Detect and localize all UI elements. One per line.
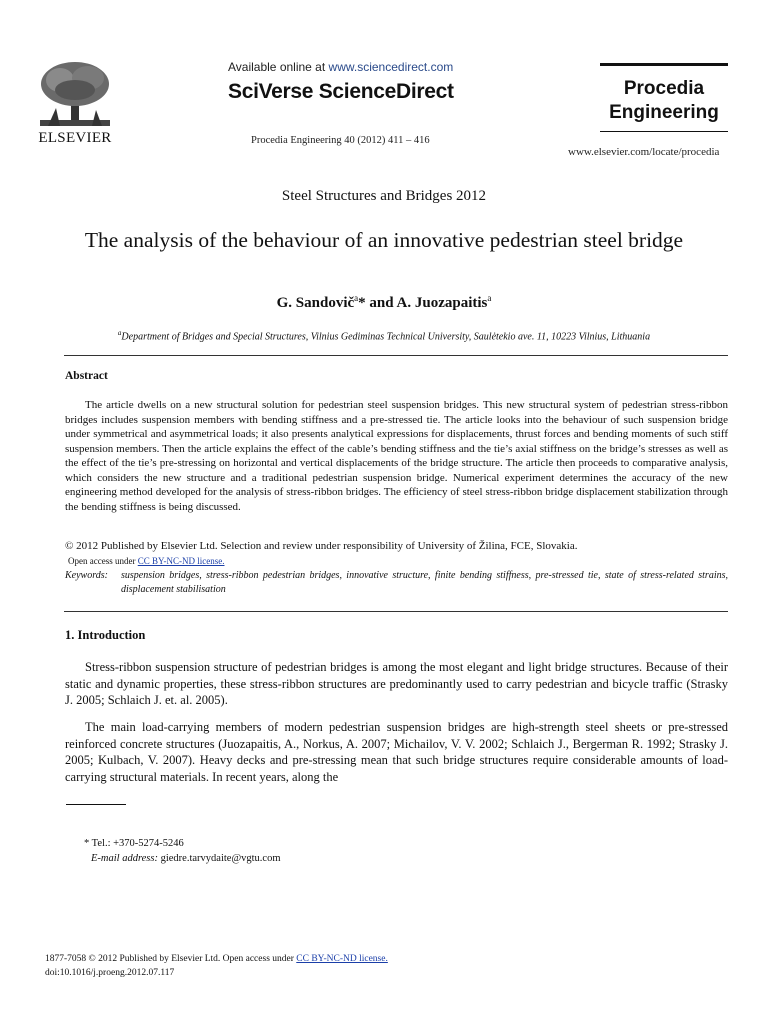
available-online — [228, 60, 453, 74]
affiliation — [0, 329, 768, 342]
footer-issn — [45, 954, 388, 964]
footnote-rule — [66, 804, 126, 805]
corresponding-mark: * — [358, 295, 366, 311]
affiliation-mark: a — [117, 329, 122, 337]
journal-name-line1: Procedia — [623, 78, 705, 99]
divider-bottom — [64, 611, 728, 612]
journal-rule-top — [600, 63, 728, 66]
journal-issue: Procedia Engineering 40 (2012) 411 – 416 — [251, 135, 430, 146]
abstract-heading: Abstract — [65, 370, 108, 382]
elsevier-tree-logo-icon — [38, 60, 112, 128]
divider-top — [64, 355, 728, 356]
journal-rule-bottom — [600, 131, 728, 132]
open-access-prefix: Open access under — [68, 556, 138, 566]
email-label: E-mail address: — [91, 853, 158, 864]
intro-paragraph-1: Stress-ribbon suspension structure of pedestrian bridges is among the most elegant and light bridge structures. Because of their static and dynamic properties, these stress-ribbon structures are predominantly used to carry pedestrian and bicycle traffic (Strasky J. 2005; Schlaich J. et. al. 2005). — [65, 660, 728, 707]
author-2-affil: a — [487, 293, 492, 303]
affiliation-text: Department of Bridges and Special Structures, Vilnius Gediminas Technical University, Saulėtekio ave. 11, 10223 Vilnius, Lithuania — [121, 331, 651, 343]
footer-issn-text: 1877-7058 © 2012 Published by Elsevier Ltd. Open access under — [45, 954, 297, 964]
abstract-text: The article dwells on a new structural solution for pedestrian steel suspension bridges. This new structural system of pedestrian stress-ribbon bridges includes suspension members with bending stiffness and a pre-stressed tie. The article looks into the behaviour of such suspension bridge under symmetrical and asymmetrical loads; it also presents analytical expressions for displacements, thrust forces and bending moments of such stiff suspension members. Then the article explains the effect of the cable’s bending stiffness and the tie’s axial stiffness on the bridge’s stresses as well as the effect of the tie’s pre-stressing on horizontal and vertical displacements of the bridge structure. The article then proceeds to comparative analysis, which considers the new structure and a traditional pedestrian suspension bridge. Numerical experiment determines the accuracy of the new engineering method developed for the analysis of stress-ribbon bridges. The efficiency of steel stress-ribbon bridge displacement stabilization through the bending stiffness is being discussed. — [65, 399, 728, 513]
copyright: © 2012 Published by Elsevier Ltd. Selection and review under responsibility of University of Žilina, FCE, Slovakia. — [65, 540, 578, 552]
section-heading: 1. Introduction — [65, 628, 146, 642]
license-link[interactable]: CC BY-NC-ND license. — [137, 556, 225, 566]
authors — [0, 293, 768, 312]
open-access — [68, 556, 224, 566]
keywords-label: Keywords: — [65, 570, 108, 581]
footer-doi[interactable]: doi:10.1016/j.proeng.2012.07.117 — [45, 968, 175, 978]
publisher-name: ELSEVIER — [38, 130, 112, 146]
platform-brand: SciVerse ScienceDirect — [228, 80, 454, 103]
email-address[interactable]: giedre.tarvydaite@vgtu.com — [157, 853, 281, 864]
conference-name: Steel Structures and Bridges 2012 — [281, 188, 487, 204]
intro-paragraph-2: The main load-carrying members of modern pedestrian suspension bridges are high-strength steel sheets or pre-stressed reinforced concrete structures (Juozapaitis, A., Norkus, A. 2007; Michailov, V. V. 2002; Schlaich J., Bergerman R. 1992; Strasky J. 2005; Kulbach, V. 2007). Heavy decks and pre-stressing mean that such bridge structures require considerable amounts of load-carrying structural materials. In recent years, along the — [65, 720, 728, 784]
available-prefix: Available online at — [228, 60, 329, 74]
journal-url[interactable]: www.elsevier.com/locate/procedia — [568, 146, 720, 158]
journal-name-line2: Engineering — [609, 102, 719, 123]
footnote-telephone: * Tel.: +370-5274-5246 — [84, 838, 184, 849]
paper-title: The analysis of the behaviour of an innovative pedestrian steel bridge — [84, 228, 684, 252]
sciencedirect-url[interactable]: www.sciencedirect.com — [328, 60, 454, 74]
journal-name — [598, 77, 730, 125]
keywords — [65, 569, 728, 597]
footnote-email — [91, 853, 281, 864]
author-1-affil: a — [354, 293, 359, 303]
author-2: A. Juozapaitis — [396, 295, 488, 311]
keywords-text: suspension bridges, stress-ribbon pedestrian bridges, innovative structure, finite bending stiffness, pre-stressed tie, state of stress-related strains, displacement stabilisation — [121, 570, 728, 595]
footer-license-link[interactable]: CC BY-NC-ND license. — [296, 954, 388, 964]
author-and: and — [365, 295, 397, 311]
author-1: G. Sandovič — [276, 295, 355, 311]
